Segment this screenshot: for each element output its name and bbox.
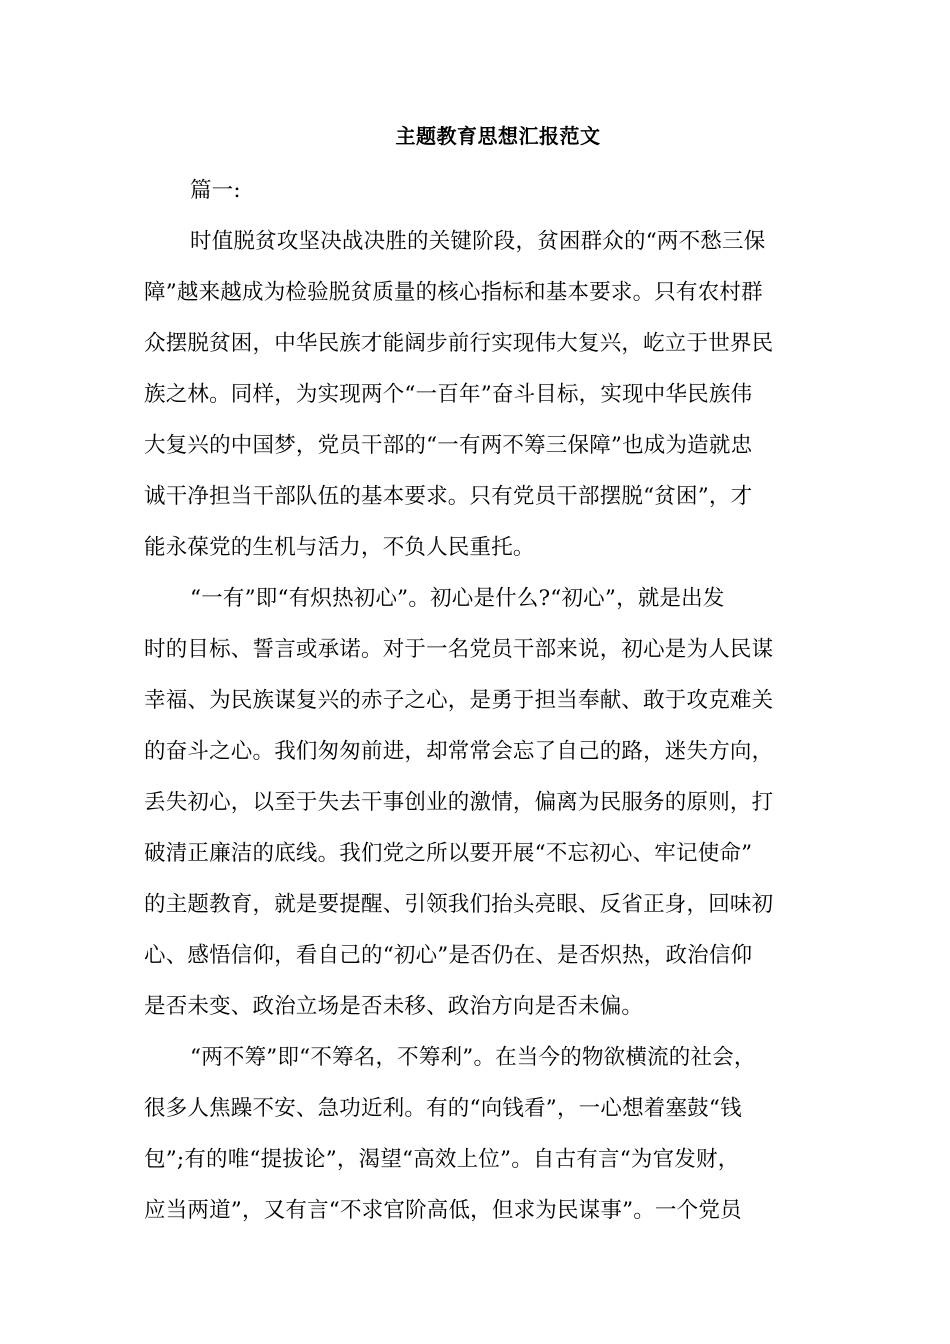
- body-text-line: 很多人焦躁不安、急功近利。有的“向钱看”，一心想着塞鼓“钱: [144, 1096, 742, 1121]
- body-text-line: 应当两道”，又有言“不求官阶高低，但求为民谋事”。一个党员: [144, 1198, 742, 1223]
- body-text-line: 心、感悟信仰，看自己的“初心”是否仍在、是否炽热，政治信仰: [144, 943, 753, 968]
- body-text-line: 包”;有的唯“提拔论”，渴望“高效上位”。自古有言“为官发财，: [144, 1147, 740, 1172]
- document-title: 主题教育思想汇报范文: [395, 124, 601, 148]
- body-text-line: 能永葆党的生机与活力，不负人民重托。: [144, 535, 535, 560]
- body-text-line: “两不筹”即“不筹名，不筹利”。在当今的物欲横流的社会，: [190, 1045, 756, 1070]
- body-text-line: 幸福、为民族谋复兴的赤子之心，是勇于担当奉献、敢于攻克难关: [144, 688, 774, 713]
- body-text-line: 众摆脱贫困，中华民族才能阔步前行实现伟大复兴，屹立于世界民: [144, 331, 774, 356]
- body-text-line: 的主题教育，就是要提醒、引领我们抬头亮眼、反省正身，回味初: [144, 892, 774, 917]
- body-text-line: 障”越来越成为检验脱贫质量的核心指标和基本要求。只有农村群: [144, 280, 763, 305]
- body-text-line: 是否未变、政治立场是否未移、政治方向是否未偏。: [144, 994, 644, 1019]
- body-text-line: 大复兴的中国梦，党员干部的“一有两不筹三保障”也成为造就忠: [144, 433, 753, 458]
- body-text-line: 诚干净担当干部队伍的基本要求。只有党员干部摆脱“贫困”，才: [144, 484, 753, 509]
- body-text-line: 族之林。同样，为实现两个“一百年”奋斗目标，实现中华民族伟: [144, 382, 753, 407]
- body-text-line: “一有”即“有炽热初心”。初心是什么?“初心”，就是出发: [190, 586, 725, 611]
- body-text-line: 时的目标、誓言或承诺。对于一名党员干部来说，初心是为人民谋: [144, 637, 774, 662]
- body-text-line: 篇一:: [190, 178, 241, 203]
- body-text-line: 丢失初心，以至于失去干事创业的激情，偏离为民服务的原则，打: [144, 790, 774, 815]
- body-text-line: 时值脱贫攻坚决战决胜的关键阶段，贫困群众的“两不愁三保: [190, 229, 766, 254]
- body-text-line: 破清正廉洁的底线。我们党之所以要开展“不忘初心、牢记使命”: [144, 841, 753, 866]
- document-body: [144, 176, 806, 1247]
- body-text-line: 的奋斗之心。我们匆匆前进，却常常会忘了自己的路，迷失方向，: [144, 739, 774, 764]
